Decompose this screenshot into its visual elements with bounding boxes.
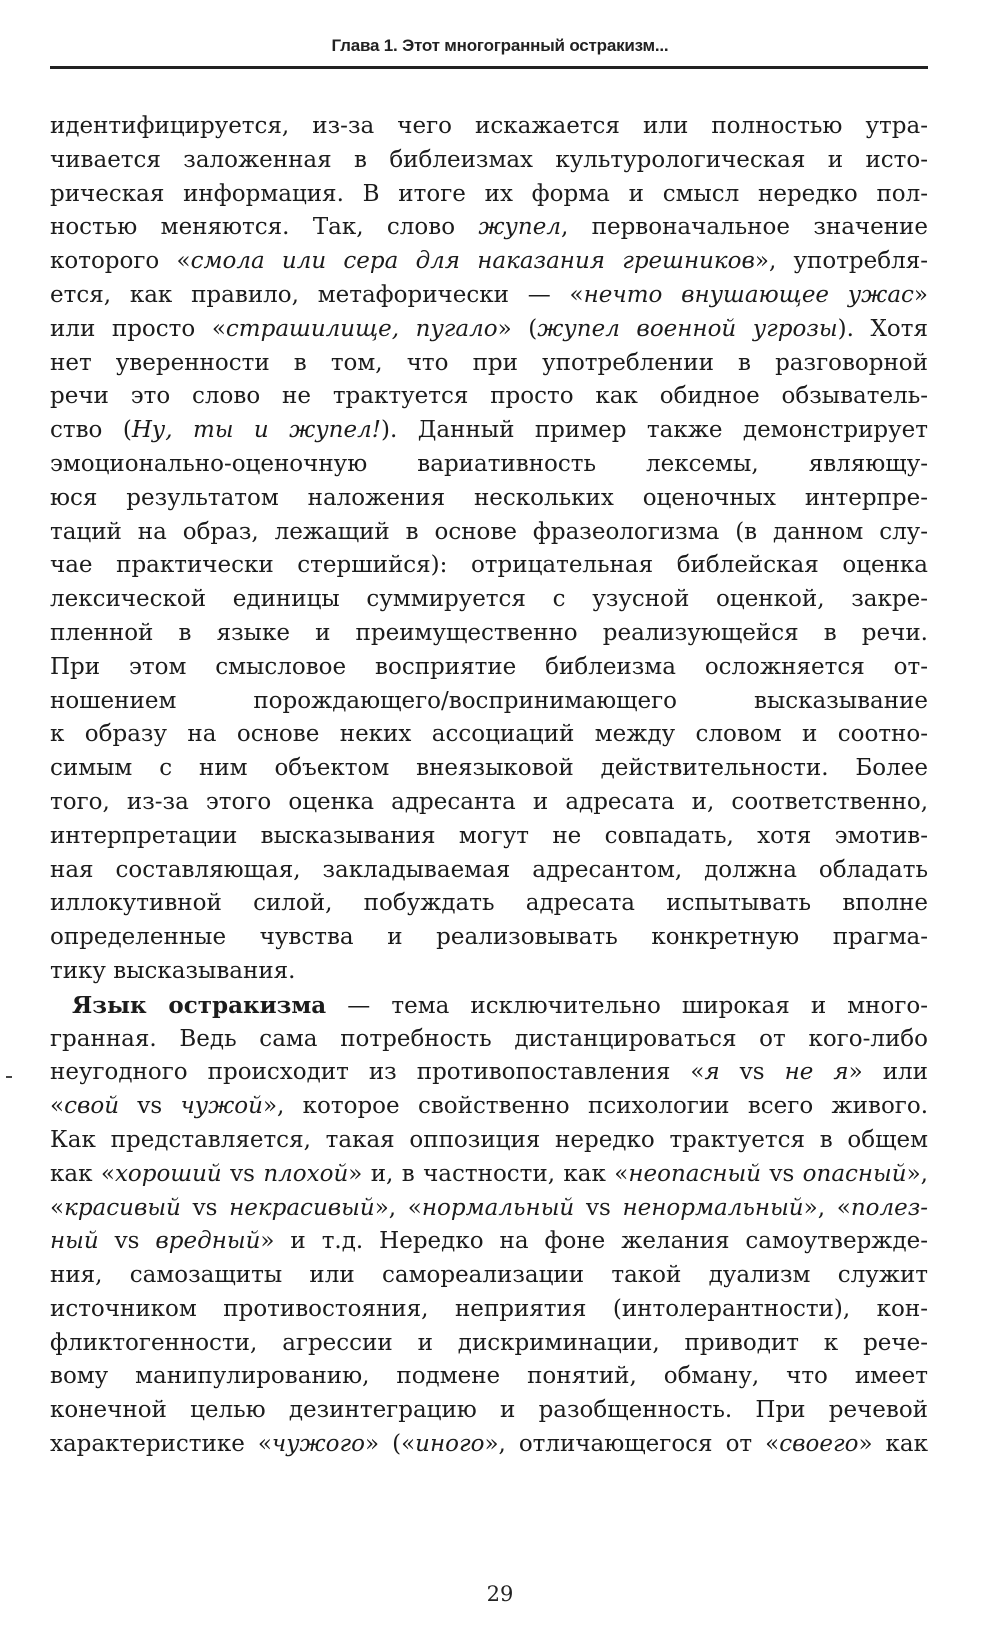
italic-text: красивый [64,1194,181,1221]
text-line [50,144,928,178]
text-run: которого « [50,248,191,275]
italic-text: полез- [850,1194,929,1221]
text-run: к образу на основе неких ассоциаций между словом и соотно- [50,721,928,748]
text-line [50,347,928,381]
text-line [50,516,928,550]
text-run: », которое свойственно психологии всего живого. [262,1093,929,1120]
text-line [50,313,928,347]
text-line [50,211,928,245]
text-line [50,110,928,144]
text-run: vs [719,1059,785,1086]
italic-text: своего [779,1431,859,1458]
text-line [50,955,928,989]
text-run: идентифицируется, из-за чего искажается или полностью утра- [50,113,928,139]
text-run: vs [98,1228,156,1255]
text-run: » (« [365,1431,416,1458]
text-run: », отличающегося от « [484,1431,780,1458]
text-run: vs [221,1160,264,1187]
text-line [50,380,928,414]
text-run: конечной целью дезинтеграцию и разобщенность. При речевой [50,1397,928,1424]
italic-text: хороший [114,1160,222,1187]
text-line [50,921,928,955]
text-line [50,752,928,786]
text-run: источником противостояния, неприятия (интолерантности), кон- [50,1295,928,1322]
italic-text: вредный [155,1228,261,1255]
text-line [50,1259,928,1293]
text-run: « [50,1194,65,1221]
text-run: чае практически стершийся): отрицательная библейская оценка [50,552,928,579]
text-run: » и, в частности, как « [348,1160,629,1187]
text-run: ностью меняются. Так, слово [50,214,479,241]
text-line [50,1225,928,1259]
italic-text: не я [784,1059,849,1086]
text-line [50,854,928,888]
text-line [50,1023,928,1057]
text-line [50,1394,928,1428]
text-line [50,1090,928,1124]
text-run: ). Данный пример также демонстрирует [380,417,928,444]
text-run: рическая информация. В итоге их форма и смысл нередко пол- [50,180,928,207]
italic-text: Ну, ты и жупел! [131,417,381,444]
italic-text: нечто внушающее ужас [583,281,914,308]
text-line [50,482,928,516]
text-run: » или [848,1059,928,1086]
text-line [50,1124,928,1158]
text-line [50,245,928,279]
text-line [50,549,928,583]
italic-text: ный [50,1228,99,1255]
body-text [50,110,928,1462]
text-run: « [50,1093,65,1120]
text-run: Как представляется, такая оппозиция нередко трактуется в общем [50,1126,928,1153]
text-line [50,279,928,313]
italic-text: жупел военной угрозы [537,315,838,342]
text-run: таций на образ, лежащий в основе фразеологизма (в данном слу- [50,518,928,545]
page-number: 29 [486,1582,514,1606]
text-line [50,1360,928,1394]
italic-text: свой [64,1093,120,1120]
text-run: иллокутивной силой, побуждать адресата испытывать вполне [50,890,928,917]
text-run: ство ( [50,417,132,444]
text-run: ). Хотя [837,315,928,342]
italic-text: смола или сера для наказания грешников [190,248,755,275]
text-run: » ( [497,315,538,342]
text-run: » и т.д. Нередко на фоне желания самоутвержде- [260,1228,928,1255]
text-run: лексической единицы суммируется с узусной оценкой, закре- [50,586,928,613]
text-line [50,583,928,617]
text-run: », « [374,1194,422,1221]
text-run: характеристике « [50,1431,272,1458]
italic-text: жупел [478,214,561,241]
text-line [50,1293,928,1327]
bold-text: Язык остракизма [72,991,327,1019]
text-line [50,718,928,752]
running-header-title: Глава 1. Этот многогранный остракизм... [331,36,669,55]
text-run: эмоционально-оценочную вариативность лексемы, являющу- [50,450,928,477]
text-run: тику высказывания. [50,957,296,984]
text-run: vs [180,1194,230,1221]
italic-text: я [704,1059,720,1086]
italic-text: страшилище, пугало [225,315,498,342]
text-line [50,1428,928,1462]
text-run: , первоначальное значение [560,214,928,241]
text-line [50,651,928,685]
text-run: ношением порождающего/воспринимающего высказывание [50,687,928,714]
text-run: ная составляющая, закладываемая адресантом, должна обладать [50,856,928,883]
text-run: фликтогенности, агрессии и дискриминации, приводит к рече- [50,1329,928,1356]
text-run: », [906,1160,928,1187]
text-run: ется, как правило, метафорически — « [50,281,584,308]
text-line [50,685,928,719]
italic-text: плохой [263,1160,349,1187]
text-run: того, из-за этого оценка адресанта и адресата и, соответственно, [50,788,928,815]
text-run: », « [803,1194,851,1221]
text-line [50,786,928,820]
text-line [50,820,928,854]
text-run: симым с ним объектом внеязыковой действительности. Более [50,755,928,782]
header-rule [50,66,928,69]
text-run: пленной в языке и преимущественно реализующейся в речи. [50,619,928,646]
text-run: неугодного происходит из противопоставления « [50,1059,705,1086]
text-line [50,989,928,1023]
text-line [50,1327,928,1361]
italic-text: чужой [180,1093,263,1120]
text-line [50,887,928,921]
text-run: или просто « [50,315,226,342]
text-run: vs [761,1160,803,1187]
text-line [50,1192,928,1226]
text-run: определенные чувства и реализовывать конкретную прагма- [50,924,928,951]
text-run: vs [574,1194,623,1221]
text-line [50,1056,928,1090]
text-run: юся результатом наложения нескольких оценочных интерпре- [50,484,928,511]
margin-mark [6,1076,12,1078]
italic-text: опасный [802,1160,907,1187]
text-run: ния, самозащиты или самореализации такой дуализм служит [50,1262,928,1289]
italic-text: иного [415,1431,485,1458]
text-line [50,617,928,651]
text-run: — тема исключительно широкая и много- [326,992,928,1019]
text-run: » как [858,1431,928,1458]
text-run: как « [50,1160,115,1187]
text-line [50,1158,928,1192]
text-run: При этом смысловое восприятие библеизма осложняется от- [50,653,928,680]
italic-text: некрасивый [229,1194,375,1221]
text-line [50,448,928,482]
text-run: », употребля- [754,248,928,275]
text-run: чивается заложенная в библеизмах культурологическая и исто- [50,146,928,173]
italic-text: чужого [271,1431,366,1458]
italic-text: нормальный [421,1194,575,1221]
text-line [50,414,928,448]
text-run: гранная. Ведь сама потребность дистанцироваться от кого-либо [50,1025,928,1052]
text-run: речи это слово не трактуется просто как обидное обзыватель- [50,383,928,410]
text-run: нет уверенности в том, что при употреблении в разговорной [50,349,928,376]
italic-text: ненормальный [622,1194,804,1221]
text-line [50,178,928,212]
text-run: вому манипулированию, подмене понятий, обману, что имеет [50,1363,928,1390]
italic-text: неопасный [628,1160,762,1187]
text-run: vs [119,1093,181,1120]
text-run: интерпретации высказывания могут не совпадать, хотя эмотив- [50,822,928,849]
text-run: » [913,281,928,308]
